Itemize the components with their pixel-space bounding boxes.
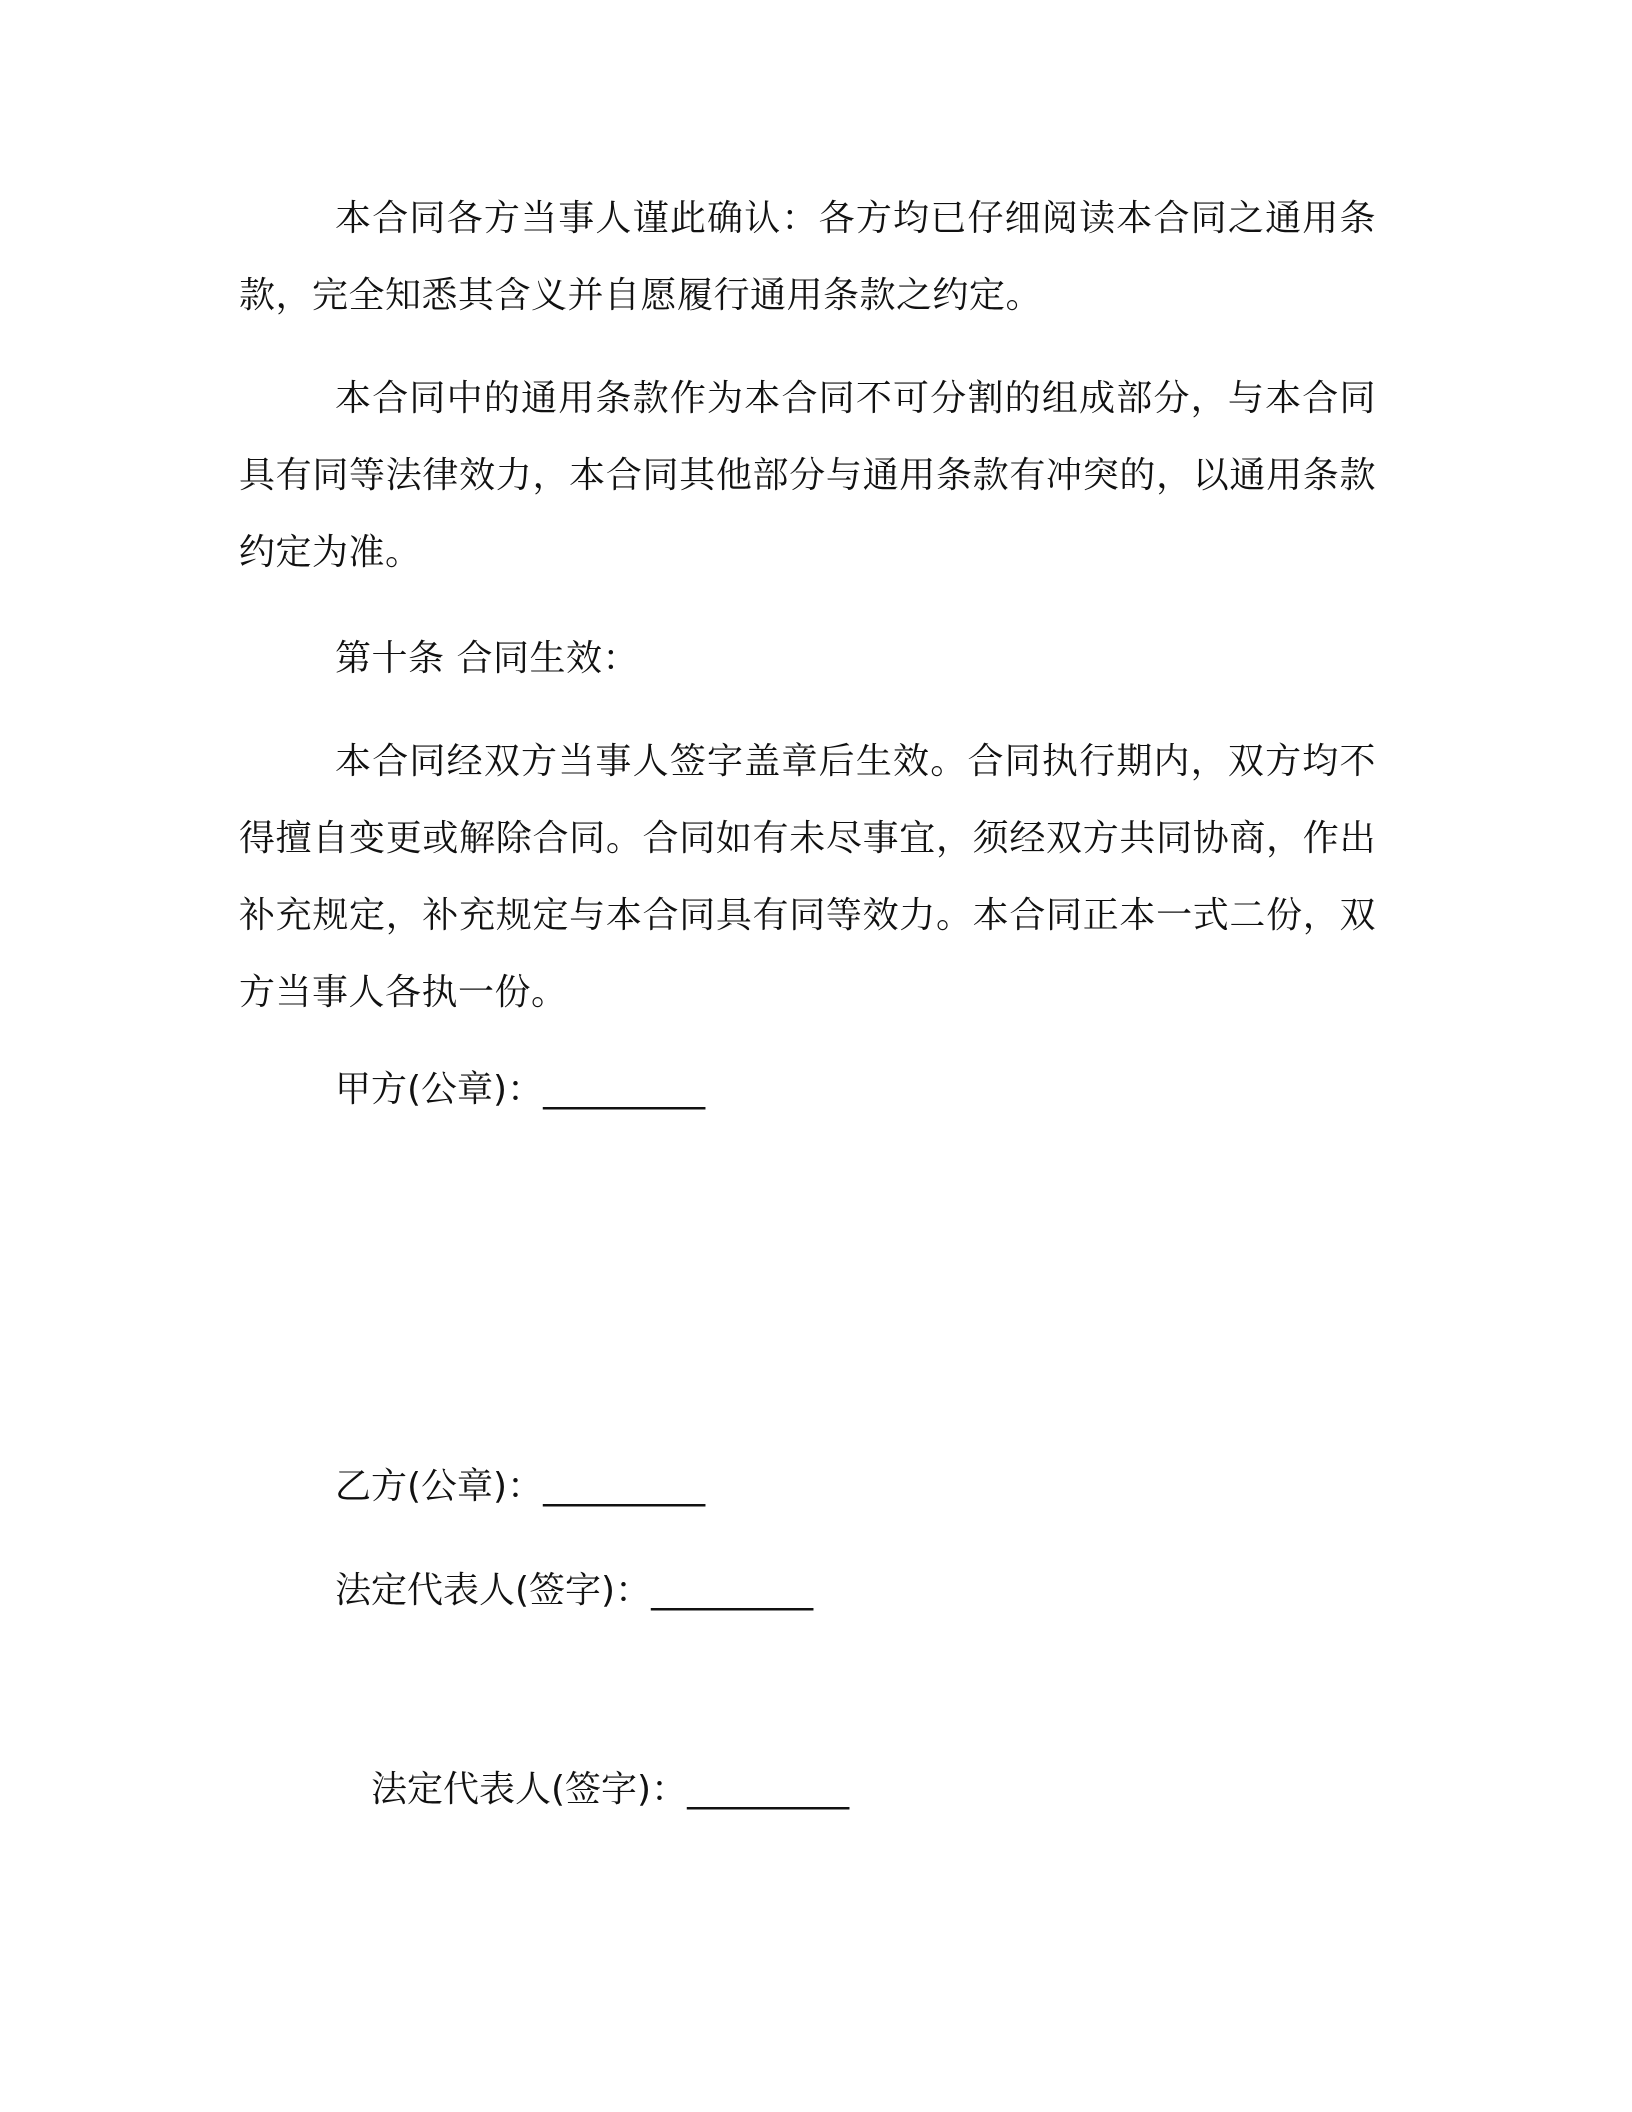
paragraph-effectiveness: 本合同经双方当事人签字盖章后生效。合同执行期内，双方均不得擅自变更或解除合同。合同如有未尽事宜，须经双方共同协商，作出补充规定，补充规定与本合同具有同等效力。本合同正本一式二份，双方当事人各执一份。	[239, 741, 1376, 1013]
paragraph-general-terms: 本合同中的通用条款作为本合同不可分割的组成部分，与本合同具有同等法律效力，本合同其他部分与通用条款有冲突的，以通用条款约定为准。	[239, 378, 1376, 573]
paragraph-confirmation: 本合同各方当事人谨此确认：各方均已仔细阅读本合同之通用条款，完全知悉其含义并自愿履行通用条款之约定。	[239, 198, 1376, 316]
legal-representative-signature-line-2: 法定代表人(签字)：_________	[371, 1769, 850, 1810]
legal-representative-signature-line: 法定代表人(签字)：_________	[335, 1570, 814, 1611]
party-b-seal-line: 乙方(公章)：_________	[335, 1466, 706, 1507]
article-ten-heading: 第十条 合同生效：	[335, 638, 639, 679]
party-a-seal-line: 甲方(公章)：_________	[335, 1069, 706, 1110]
